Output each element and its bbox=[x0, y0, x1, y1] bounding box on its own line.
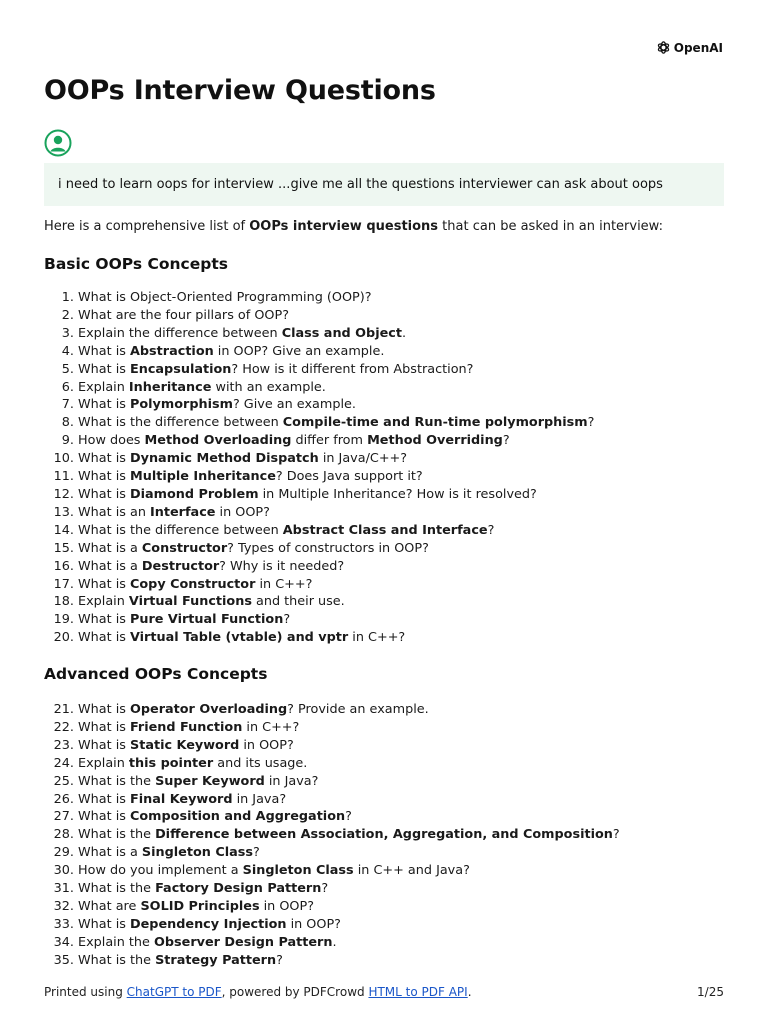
question-item bbox=[61, 307, 594, 325]
text-run: ? Types of constructors in OOP? bbox=[227, 540, 429, 556]
text-run: What is bbox=[78, 361, 130, 377]
text-run: in OOP? bbox=[215, 504, 270, 520]
question-number: 14. bbox=[53, 522, 74, 538]
bold-term: Compile-time and Run-time polymorphism bbox=[282, 415, 588, 431]
footer-middle: , powered by PDFCrowd bbox=[221, 985, 369, 999]
text-run: Explain bbox=[78, 594, 129, 610]
question-item bbox=[53, 486, 594, 504]
text-run: What is bbox=[78, 630, 130, 646]
question-number: 12. bbox=[53, 486, 74, 502]
bold-term: Destructor bbox=[141, 558, 220, 574]
text-run: in C++? bbox=[348, 630, 406, 646]
text-run: What is the bbox=[78, 952, 156, 968]
question-list-basic bbox=[44, 289, 594, 647]
question-number: 26. bbox=[53, 791, 74, 807]
text-run: in OOP? Give an example. bbox=[213, 343, 385, 359]
text-run: in C++? bbox=[255, 576, 313, 592]
text-run: What are bbox=[78, 898, 141, 914]
text-run: What is bbox=[78, 702, 130, 717]
question-item bbox=[53, 826, 620, 844]
bold-term: Diamond Problem bbox=[129, 486, 259, 502]
bold-term: Singleton Class bbox=[242, 863, 354, 879]
question-item bbox=[53, 504, 594, 522]
question-number: 6. bbox=[61, 379, 74, 395]
text-run: What is bbox=[78, 397, 130, 413]
question-number: 27. bbox=[53, 809, 74, 825]
text-run: ? bbox=[502, 433, 510, 449]
question-number: 35. bbox=[53, 952, 74, 968]
logo-text: OpenAI bbox=[673, 40, 723, 55]
question-item bbox=[53, 773, 620, 791]
question-item bbox=[53, 576, 594, 594]
intro-paragraph bbox=[44, 219, 663, 234]
text-run: differ from bbox=[291, 433, 368, 449]
page-title: OOPs Interview Questions bbox=[44, 75, 436, 106]
question-item bbox=[53, 916, 620, 934]
question-number: 9. bbox=[61, 433, 74, 449]
question-item bbox=[53, 468, 594, 486]
text-run: What is the difference between bbox=[78, 415, 283, 431]
text-run: What is bbox=[78, 809, 130, 825]
text-run: What is a bbox=[78, 845, 142, 861]
bold-term: Inheritance bbox=[128, 379, 212, 395]
question-number: 30. bbox=[53, 863, 74, 879]
bold-term: Strategy Pattern bbox=[155, 952, 277, 968]
text-run: What is bbox=[78, 486, 130, 502]
bold-term: Difference between Association, Aggregation, and Composition bbox=[155, 827, 613, 843]
footer-suffix: . bbox=[467, 985, 472, 999]
bold-term: Composition and Aggregation bbox=[129, 809, 346, 825]
text-run: Explain the bbox=[78, 934, 154, 950]
question-item bbox=[61, 361, 594, 379]
text-run: ? bbox=[321, 881, 329, 897]
question-number: 19. bbox=[53, 612, 74, 628]
text-run: What is bbox=[78, 469, 130, 485]
bold-term: Multiple Inheritance bbox=[129, 469, 276, 485]
question-number: 7. bbox=[61, 397, 74, 413]
question-item bbox=[53, 808, 620, 826]
question-item bbox=[53, 898, 620, 916]
question-item bbox=[53, 540, 594, 558]
openai-icon bbox=[656, 40, 671, 55]
bold-term: Abstract Class and Interface bbox=[282, 522, 488, 538]
text-run: ? bbox=[283, 612, 291, 628]
question-item bbox=[53, 844, 620, 862]
bold-term: Factory Design Pattern bbox=[155, 881, 322, 897]
text-run: What is the difference between bbox=[78, 522, 283, 538]
footer-prefix: Printed using bbox=[44, 985, 127, 999]
question-number: 33. bbox=[53, 916, 74, 932]
question-number: 21. bbox=[53, 702, 74, 717]
text-run: ? Does Java support it? bbox=[275, 469, 423, 485]
text-run: with an example. bbox=[211, 379, 326, 395]
text-run: ? Provide an example. bbox=[287, 702, 429, 717]
question-number: 4. bbox=[61, 343, 74, 359]
text-run: How does bbox=[78, 433, 145, 449]
section-heading-basic: Basic OOPs Concepts bbox=[44, 255, 228, 273]
text-run: What is Object-Oriented Programming (OOP)? bbox=[78, 290, 372, 305]
bold-term: Interface bbox=[150, 504, 216, 520]
bold-term: SOLID Principles bbox=[140, 898, 260, 914]
question-number: 1. bbox=[61, 290, 74, 305]
page-number: 1/25 bbox=[697, 985, 724, 999]
text-run: and their use. bbox=[251, 594, 345, 610]
html-to-pdf-api-link[interactable]: HTML to PDF API bbox=[368, 985, 468, 999]
question-number: 29. bbox=[53, 845, 74, 861]
text-run: that can be asked in an interview: bbox=[438, 219, 663, 234]
question-number: 15. bbox=[53, 540, 74, 556]
text-run: What is the bbox=[78, 881, 156, 897]
question-number: 28. bbox=[53, 827, 74, 843]
bold-term: Dependency Injection bbox=[129, 916, 287, 932]
text-run: What is bbox=[78, 451, 130, 467]
user-prompt-text: i need to learn oops for interview ...give me all the questions interviewer can ask about oops bbox=[58, 177, 663, 192]
text-run: What is bbox=[78, 612, 130, 628]
text-run: What is the bbox=[78, 827, 156, 843]
bold-term: Pure Virtual Function bbox=[129, 612, 284, 628]
question-item bbox=[53, 522, 594, 540]
question-number: 3. bbox=[61, 325, 74, 341]
question-item bbox=[61, 325, 594, 343]
question-item bbox=[53, 791, 620, 809]
text-run: What is the bbox=[78, 773, 156, 789]
question-item bbox=[53, 450, 594, 468]
question-item bbox=[61, 343, 594, 361]
chatgpt-to-pdf-link[interactable]: ChatGPT to PDF bbox=[126, 985, 222, 999]
text-run: in Java? bbox=[264, 773, 319, 789]
text-run: What is an bbox=[78, 504, 151, 520]
page-footer bbox=[44, 985, 724, 999]
question-number: 31. bbox=[53, 881, 74, 897]
bold-term: Constructor bbox=[141, 540, 228, 556]
text-run: ? Why is it needed? bbox=[219, 558, 345, 574]
bold-term: Observer Design Pattern bbox=[153, 934, 333, 950]
question-item bbox=[53, 593, 594, 611]
text-run: Explain bbox=[78, 755, 129, 771]
bold-term: Virtual Table (vtable) and vptr bbox=[129, 630, 349, 646]
text-run: ? How is it different from Abstraction? bbox=[231, 361, 474, 377]
bold-term: Dynamic Method Dispatch bbox=[129, 451, 319, 467]
text-run: ? bbox=[612, 827, 620, 843]
question-item bbox=[61, 396, 594, 414]
text-run: What is bbox=[78, 737, 130, 753]
question-number: 13. bbox=[53, 504, 74, 520]
text-run: . bbox=[332, 934, 337, 950]
bold-term: Super Keyword bbox=[155, 773, 265, 789]
text-run: What is a bbox=[78, 558, 142, 574]
question-item bbox=[53, 862, 620, 880]
bold-term: Static Keyword bbox=[129, 737, 240, 753]
bold-term: Operator Overloading bbox=[129, 702, 288, 717]
bold-term: Polymorphism bbox=[129, 397, 233, 413]
bold-term: Method Overriding bbox=[367, 433, 503, 449]
question-number: 20. bbox=[53, 630, 74, 646]
question-item bbox=[53, 952, 620, 970]
text-run: ? bbox=[587, 415, 595, 431]
text-run: What is bbox=[78, 916, 130, 932]
text-run: in C++? bbox=[242, 719, 300, 735]
text-run: ? bbox=[252, 845, 260, 861]
question-number: 8. bbox=[61, 415, 74, 431]
text-run: in Java/C++? bbox=[318, 451, 408, 467]
question-item bbox=[61, 379, 594, 397]
question-item bbox=[53, 558, 594, 576]
text-run: What is bbox=[78, 719, 130, 735]
text-run: and its usage. bbox=[213, 755, 308, 771]
bold-term: Copy Constructor bbox=[129, 576, 256, 592]
text-run: What are the four pillars of OOP? bbox=[78, 307, 289, 323]
text-run: ? bbox=[487, 522, 495, 538]
bold-term: Friend Function bbox=[129, 719, 243, 735]
bold-term: Abstraction bbox=[129, 343, 214, 359]
question-number: 34. bbox=[53, 934, 74, 950]
question-number: 25. bbox=[53, 773, 74, 789]
question-item bbox=[61, 289, 594, 307]
question-item bbox=[53, 755, 620, 773]
text-run: Explain the difference between bbox=[78, 325, 282, 341]
text-run: ? Give an example. bbox=[232, 397, 356, 413]
openai-logo bbox=[656, 40, 723, 55]
question-item bbox=[53, 737, 620, 755]
text-run: What is a bbox=[78, 540, 142, 556]
text-run: in Multiple Inheritance? How is it resolved? bbox=[258, 486, 537, 502]
question-number: 2. bbox=[61, 307, 74, 323]
question-number: 22. bbox=[53, 719, 74, 735]
text-run: What is bbox=[78, 576, 130, 592]
question-list-advanced bbox=[44, 701, 620, 970]
text-run: What is bbox=[78, 791, 130, 807]
text-run: Explain bbox=[78, 379, 129, 395]
text-run: in Java? bbox=[232, 791, 287, 807]
text-run: in OOP? bbox=[239, 737, 294, 753]
bold-term: Class and Object bbox=[281, 325, 402, 341]
bold-term: OOPs interview questions bbox=[249, 219, 439, 234]
bold-term: this pointer bbox=[128, 755, 214, 771]
text-run: in OOP? bbox=[259, 898, 315, 914]
question-item bbox=[53, 701, 620, 719]
text-run: How do you implement a bbox=[78, 863, 243, 879]
bold-term: Virtual Functions bbox=[128, 594, 252, 610]
question-number: 24. bbox=[53, 755, 74, 771]
text-run: in OOP? bbox=[286, 916, 341, 932]
bold-term: Encapsulation bbox=[129, 361, 232, 377]
question-item bbox=[53, 611, 594, 629]
question-item bbox=[61, 414, 595, 432]
question-number: 17. bbox=[53, 576, 74, 592]
text-run: ? bbox=[345, 809, 352, 825]
bold-term: Singleton Class bbox=[141, 845, 253, 861]
user-prompt bbox=[44, 163, 724, 206]
bold-term: Final Keyword bbox=[129, 791, 233, 807]
question-item bbox=[53, 629, 594, 647]
question-number: 32. bbox=[53, 898, 74, 914]
question-number: 16. bbox=[53, 558, 74, 574]
question-number: 23. bbox=[53, 737, 74, 753]
text-run: Here is a comprehensive list of bbox=[44, 219, 250, 234]
bold-term: Method Overloading bbox=[144, 433, 292, 449]
text-run: . bbox=[401, 325, 407, 341]
question-item bbox=[61, 432, 594, 450]
footer-credit bbox=[44, 985, 472, 999]
text-run: in C++ and Java? bbox=[353, 863, 470, 879]
question-number: 5. bbox=[61, 361, 74, 377]
question-item bbox=[53, 934, 620, 952]
question-number: 10. bbox=[53, 451, 74, 467]
question-number: 18. bbox=[53, 594, 74, 610]
question-item bbox=[53, 880, 620, 898]
user-avatar-icon bbox=[44, 129, 72, 157]
text-run: What is bbox=[78, 343, 130, 359]
text-run: ? bbox=[276, 952, 283, 968]
question-item bbox=[53, 719, 620, 737]
section-heading-advanced: Advanced OOPs Concepts bbox=[44, 665, 268, 683]
question-number: 11. bbox=[53, 469, 74, 485]
